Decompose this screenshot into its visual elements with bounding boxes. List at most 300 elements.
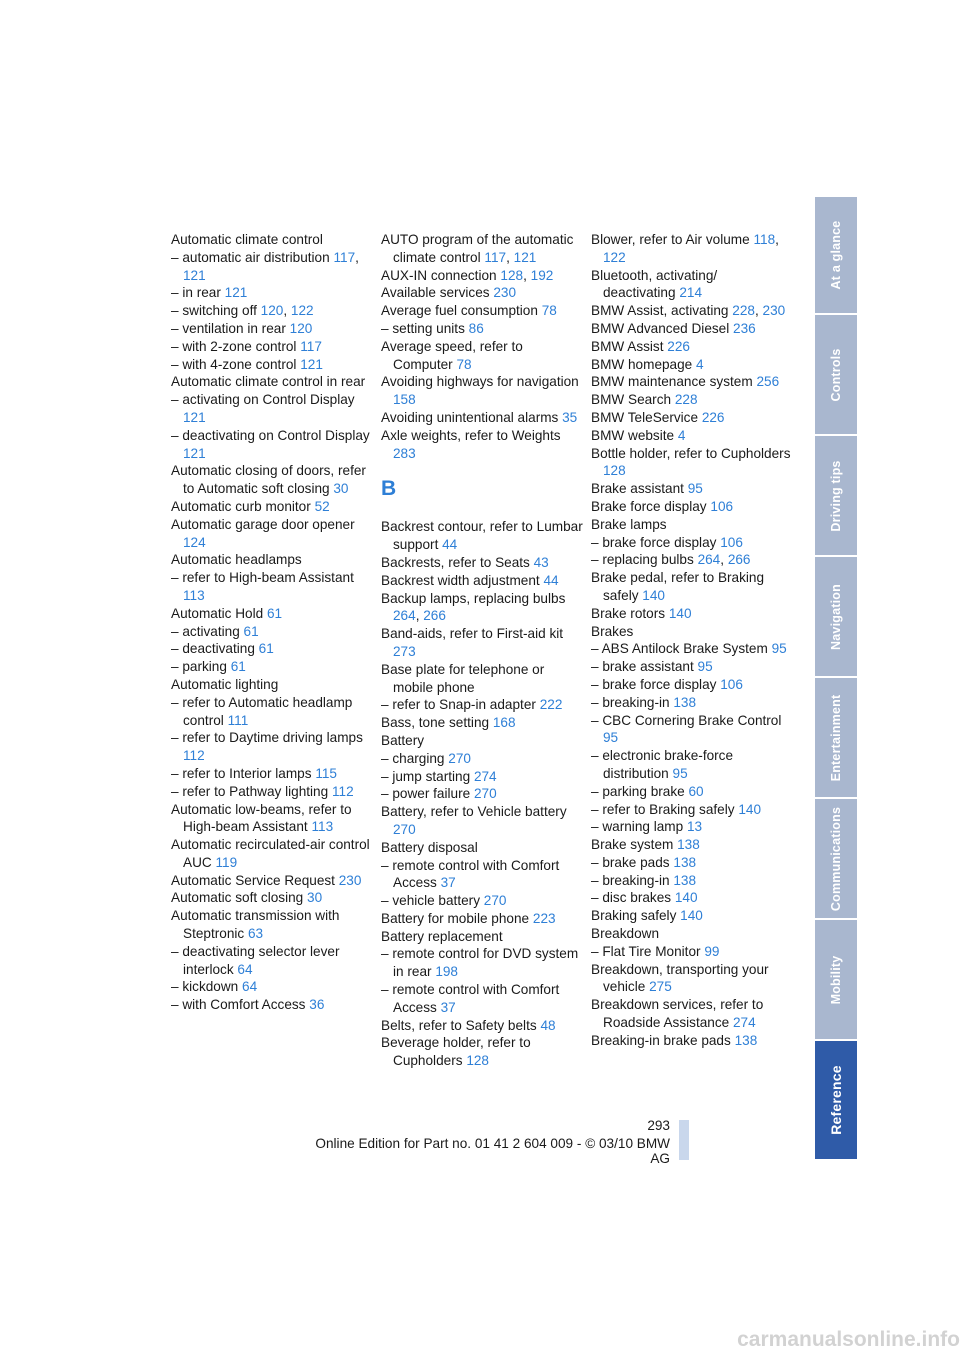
- page-reference-link[interactable]: 264: [697, 552, 721, 568]
- index-entry: [171, 943, 376, 979]
- index-entry-text: – deactivating selector lever interlock: [171, 943, 340, 977]
- section-tab-communications[interactable]: [815, 799, 857, 918]
- index-entry: [171, 427, 376, 463]
- index-entry-text: AUTO program of the automatic climate control: [381, 232, 574, 265]
- index-entry: [381, 857, 586, 893]
- index-entry-text: – refer to Snap-in adapter: [381, 697, 536, 713]
- footer-edition-text: Online Edition for Part no. 01 41 2 604 009 - © 03/10 BMW AG: [315, 1136, 670, 1166]
- index-entry: [591, 818, 791, 836]
- index-column-3: [591, 231, 791, 1050]
- index-entry-text: Breakdown services, refer to Roadside Assistance: [591, 997, 764, 1031]
- section-tab-label: Controls: [829, 348, 843, 401]
- index-entry: [591, 498, 791, 516]
- index-entry: [591, 640, 791, 658]
- index-entry: [381, 785, 586, 803]
- page-reference-link[interactable]: 95: [687, 481, 703, 497]
- index-entry-text: Automatic soft closing: [171, 890, 304, 906]
- index-entry-text: Avoiding unintentional alarms: [381, 409, 559, 425]
- page-reference-link[interactable]: 121: [183, 409, 206, 425]
- index-entry: [381, 409, 586, 427]
- page-reference-link[interactable]: 44: [442, 537, 458, 553]
- index-entry-text: – vehicle battery: [381, 893, 480, 909]
- index-entry-text: Backrest width adjustment: [381, 572, 540, 588]
- page-reference-link[interactable]: 119: [215, 854, 238, 870]
- index-entry: Blower, refer to Air volume 118, 122: [591, 232, 779, 265]
- index-entry: Backup lamps, replacing bulbs 264, 266: [381, 590, 566, 624]
- index-entry-text: Avoiding highways for navigation: [381, 374, 579, 390]
- watermark: carmanualsonline.info: [737, 1328, 960, 1351]
- page-reference-link[interactable]: 122: [290, 303, 314, 319]
- page-reference-link[interactable]: 168: [492, 715, 516, 731]
- page-reference-link[interactable]: 117: [484, 249, 507, 265]
- index-entry: [381, 696, 586, 714]
- page-reference-link[interactable]: 121: [183, 445, 206, 461]
- index-entry: [171, 569, 376, 605]
- index-entry-text: Available services: [381, 285, 490, 301]
- page-reference-link[interactable]: 95: [771, 641, 787, 657]
- index-entry: [171, 551, 376, 569]
- index-entry: [381, 302, 586, 320]
- index-entry: [591, 427, 791, 445]
- index-entry: [381, 928, 586, 946]
- page-reference-link[interactable]: 113: [183, 587, 205, 603]
- index-entry-text: Base plate for telephone or mobile phone: [381, 661, 545, 695]
- index-entry: [171, 676, 376, 694]
- section-tab-label: Mobility: [829, 955, 843, 1004]
- index-entry-text: Breakdown: [591, 926, 660, 942]
- section-tab-at-a-glance[interactable]: [815, 197, 857, 313]
- index-entry-text: Automatic closing of doors, refer to Automatic soft closing: [171, 463, 366, 497]
- page-reference-link[interactable]: 138: [673, 872, 697, 888]
- index-entry: [381, 839, 586, 857]
- index-entry-text: – refer to Daytime driving lamps: [171, 730, 363, 746]
- page-reference-link[interactable]: 44: [543, 572, 559, 588]
- index-entry-text: – CBC Cornering Brake Control: [591, 712, 782, 728]
- page-reference-link[interactable]: 86: [468, 320, 484, 336]
- index-entry: [591, 925, 791, 943]
- page-reference-link[interactable]: 117: [333, 249, 356, 265]
- index-entry-text: Band-aids, refer to First-aid kit: [381, 626, 564, 642]
- index-entry-text: Brakes: [591, 623, 634, 639]
- index-entry: [171, 872, 376, 890]
- page-reference-link[interactable]: 61: [243, 623, 259, 639]
- index-entry-text: – parking brake: [591, 783, 685, 799]
- index-entry: [591, 338, 791, 356]
- page-reference-link[interactable]: 122: [603, 249, 626, 265]
- index-entry-text: – with Comfort Access: [171, 997, 306, 1013]
- index-entry-text: – parking: [171, 659, 227, 675]
- page-reference-link[interactable]: 4: [696, 356, 704, 372]
- index-entry-text: – disc brakes: [591, 890, 672, 906]
- index-entry-text: Automatic transmission with Steptronic: [171, 908, 340, 942]
- index-entry: [171, 605, 376, 623]
- page-reference-link[interactable]: 266: [727, 552, 751, 568]
- index-entry-text: – refer to High-beam Assistant: [171, 570, 354, 586]
- page-reference-link[interactable]: 61: [266, 605, 283, 621]
- index-entry: [381, 732, 586, 750]
- page-reference-link[interactable]: 112: [183, 748, 205, 764]
- index-entry-text: Axle weights, refer to Weights: [381, 427, 561, 443]
- index-entry: [171, 516, 376, 552]
- page-reference-link[interactable]: 60: [688, 783, 704, 799]
- index-entry: [381, 661, 586, 697]
- index-entry-text: Automatic lighting: [171, 676, 279, 692]
- page-reference-link[interactable]: 270: [473, 786, 497, 802]
- index-entry-text: Battery: [381, 732, 425, 748]
- page-reference-link[interactable]: 140: [674, 890, 698, 906]
- index-entry-text: Automatic Hold: [171, 605, 264, 621]
- page-reference-link[interactable]: 230: [762, 303, 786, 319]
- page-reference-link[interactable]: 138: [677, 837, 700, 853]
- page-reference-link[interactable]: 36: [309, 997, 325, 1013]
- index-entry-text: – replacing bulbs: [591, 552, 694, 568]
- index-entry-text: Battery, refer to Vehicle battery: [381, 804, 567, 820]
- index-entry-text: – deactivating on Control Display: [171, 427, 370, 443]
- index-entry: [381, 320, 586, 338]
- index-entry-text: Automatic garage door opener: [171, 516, 355, 532]
- page-reference-link[interactable]: 230: [338, 872, 362, 888]
- index-entry: [591, 996, 791, 1032]
- index-entry-text: Brake pedal, refer to Braking safely: [591, 570, 765, 603]
- index-entry: [381, 427, 586, 463]
- page-reference-link[interactable]: 61: [258, 641, 274, 657]
- section-tab-mobility[interactable]: [815, 920, 857, 1039]
- section-tab-entertainment[interactable]: [815, 678, 857, 797]
- index-entry-text: Backup lamps, replacing bulbs: [381, 590, 566, 606]
- page-reference-link[interactable]: 226: [701, 409, 725, 425]
- page-reference-link[interactable]: 121: [513, 249, 537, 265]
- index-entry-text: BMW TeleService: [591, 409, 699, 425]
- page-reference-link[interactable]: 198: [435, 964, 458, 980]
- page-reference-link[interactable]: 230: [493, 285, 517, 301]
- index-entry: [171, 996, 376, 1014]
- page-reference-link[interactable]: 192: [530, 267, 554, 283]
- index-entry: [591, 356, 791, 374]
- section-tab-controls[interactable]: [815, 315, 857, 434]
- index-entry: [171, 729, 376, 765]
- index-entry: [171, 836, 376, 872]
- index-entry: [171, 356, 376, 374]
- page-reference-link[interactable]: 64: [237, 961, 253, 977]
- index-entry: [171, 462, 376, 498]
- page-reference-link[interactable]: 138: [673, 854, 697, 870]
- section-tab-label: Entertainment: [829, 694, 843, 781]
- section-tab-label: Reference: [828, 1065, 844, 1135]
- index-entry-text: Backrest contour, refer to Lumbar support: [381, 519, 583, 553]
- index-entry-text: BMW Assist, activating: [591, 303, 729, 319]
- index-column-1: [171, 231, 376, 1014]
- index-entry-text: – jump starting: [381, 768, 471, 784]
- index-entry-text: Belts, refer to Safety belts: [381, 1017, 537, 1033]
- page-reference-link[interactable]: 30: [333, 481, 349, 497]
- index-entry-text: Automatic Service Request: [171, 872, 335, 888]
- index-entry: [381, 1034, 586, 1070]
- page-reference-link[interactable]: 121: [224, 285, 248, 301]
- index-entry-text: – remote control for DVD system in rear: [381, 946, 579, 980]
- index-entry: [171, 978, 376, 996]
- page-reference-link[interactable]: 275: [649, 979, 672, 995]
- index-entry-text: Automatic headlamps: [171, 552, 302, 568]
- index-entry-text: – remote control with Comfort Access: [381, 982, 560, 1015]
- index-entry-text: BMW Advanced Diesel: [591, 320, 730, 336]
- index-entry-text: Average fuel consumption: [381, 303, 538, 319]
- page-reference-link[interactable]: 115: [315, 765, 337, 781]
- index-entry: [381, 572, 586, 590]
- page-reference-link[interactable]: 37: [440, 999, 456, 1015]
- page-reference-link[interactable]: 120: [289, 320, 313, 336]
- index-entry: [171, 284, 376, 302]
- index-entry-text: – with 2-zone control: [171, 338, 297, 354]
- index-entry: [591, 516, 791, 534]
- index-entry: AUX-IN connection 128, 192: [381, 267, 554, 283]
- page-reference-link[interactable]: 4: [677, 427, 686, 443]
- index-entry: [171, 783, 376, 801]
- page-reference-link[interactable]: 35: [562, 409, 578, 425]
- index-entry: [591, 872, 791, 890]
- index-entry-text: – setting units: [381, 320, 465, 336]
- page-reference-link[interactable]: 270: [483, 893, 507, 909]
- index-entry-text: – refer to Interior lamps: [171, 765, 312, 781]
- index-entry: [381, 768, 586, 786]
- footer-accent-bar: [679, 1120, 689, 1160]
- index-entry: BMW Assist, activating 228, 230: [591, 303, 786, 319]
- index-entry: [591, 320, 791, 338]
- index-entry-text: – electronic brake-force distribution: [591, 748, 734, 781]
- index-entry-text: Bass, tone setting: [381, 715, 490, 731]
- page-reference-link[interactable]: 140: [668, 605, 692, 621]
- index-entry: [381, 981, 586, 1017]
- index-entry: [591, 943, 791, 961]
- index-entry-text: – brake assistant: [591, 659, 694, 675]
- page-reference-link[interactable]: 64: [242, 979, 258, 995]
- index-entry-text: BMW maintenance system: [591, 374, 753, 390]
- index-entry-text: Automatic curb monitor: [171, 498, 311, 514]
- page-reference-link[interactable]: 30: [307, 890, 323, 906]
- page-reference-link[interactable]: 128: [500, 267, 524, 283]
- page-reference-link[interactable]: 138: [673, 694, 697, 710]
- index-entry-text: – refer to Braking safely: [591, 801, 735, 817]
- page-reference-link[interactable]: 264: [393, 608, 416, 624]
- page-reference-link[interactable]: 274: [473, 768, 497, 784]
- index-entry: [171, 658, 376, 676]
- index-entry-text: – refer to Pathway lighting: [171, 783, 329, 799]
- index-entry: [381, 945, 586, 981]
- page-reference-link[interactable]: 37: [440, 875, 456, 891]
- index-entry-text: Battery disposal: [381, 839, 478, 855]
- index-entry-text: Blower, refer to Air volume: [591, 232, 750, 247]
- index-entry: [381, 373, 586, 409]
- index-entry: [171, 765, 376, 783]
- page-reference-link[interactable]: 223: [532, 910, 556, 926]
- index-entry: – automatic air distribution 117, 121: [171, 249, 359, 283]
- section-tabs: [815, 197, 857, 1161]
- section-tab-label: Communications: [829, 806, 843, 911]
- index-entry: [591, 712, 791, 748]
- page-reference-link[interactable]: 78: [456, 356, 472, 372]
- index-entry: [591, 480, 791, 498]
- page-reference-link[interactable]: 266: [423, 608, 446, 624]
- index-entry: [591, 801, 791, 819]
- index-entry-text: Bottle holder, refer to Cupholders: [591, 445, 791, 461]
- page-reference-link[interactable]: 99: [704, 943, 720, 959]
- page-reference-link[interactable]: 128: [466, 1053, 489, 1069]
- page-reference-link[interactable]: 78: [541, 303, 557, 319]
- page-reference-link[interactable]: 112: [331, 783, 354, 799]
- index-entry-text: – power failure: [381, 786, 471, 802]
- index-entry-text: Brake lamps: [591, 516, 667, 532]
- index-entry-text: – breaking-in: [591, 872, 670, 888]
- index-entry: [591, 623, 791, 641]
- page-reference-link[interactable]: 273: [393, 643, 416, 659]
- index-entry-text: Braking safely: [591, 908, 677, 924]
- page-number: 293: [647, 1118, 670, 1133]
- index-entry-text: Automatic recirculated-air control AUC: [171, 837, 370, 870]
- section-tab-driving-tips[interactable]: [815, 436, 857, 555]
- index-entry: [381, 518, 586, 554]
- index-entry: [171, 373, 376, 391]
- index-entry: [591, 445, 791, 481]
- index-entry: – switching off 120, 122: [171, 303, 314, 319]
- index-entry-text: BMW Assist: [591, 338, 664, 354]
- page-reference-link[interactable]: 128: [603, 463, 626, 479]
- page-reference-link[interactable]: 118: [753, 232, 776, 247]
- page-reference-link[interactable]: 214: [679, 285, 703, 301]
- index-entry: [591, 676, 791, 694]
- index-entry-text: – activating: [171, 623, 240, 639]
- index-entry: [381, 803, 586, 839]
- index-entry: [171, 801, 376, 837]
- index-entry-text: Backrests, refer to Seats: [381, 554, 530, 570]
- index-entry: AUTO program of the automatic climate control 117, 121: [381, 232, 574, 265]
- index-entry: [171, 889, 376, 907]
- section-tab-label: Driving tips: [829, 459, 843, 532]
- index-entry: [591, 747, 791, 783]
- index-entry: [171, 498, 376, 516]
- index-entry-text: – brake force display: [591, 676, 717, 692]
- index-entry: [381, 625, 586, 661]
- page-reference-link[interactable]: 256: [756, 374, 780, 390]
- page-reference-link[interactable]: 140: [642, 587, 665, 603]
- page-reference-link[interactable]: 138: [734, 1032, 758, 1048]
- page-reference-link[interactable]: 61: [230, 659, 246, 675]
- index-entry: [591, 534, 791, 552]
- page-reference-link[interactable]: 274: [732, 1015, 756, 1031]
- page-reference-link[interactable]: 270: [448, 750, 471, 766]
- index-entry: [381, 910, 586, 928]
- index-entry: [171, 640, 376, 658]
- index-entry: [381, 338, 586, 374]
- page-reference-link[interactable]: 106: [720, 534, 743, 550]
- index-entry: [591, 658, 791, 676]
- page-reference-link[interactable]: 140: [680, 908, 703, 924]
- index-letter-heading: B: [381, 477, 397, 501]
- section-tab-label: Navigation: [829, 583, 843, 650]
- page-reference-link[interactable]: 228: [732, 303, 755, 319]
- page-reference-link[interactable]: 228: [674, 392, 698, 408]
- index-entry: [591, 783, 791, 801]
- section-tab-navigation[interactable]: [815, 557, 857, 676]
- index-entry: [381, 1017, 586, 1035]
- page-reference-link[interactable]: 158: [393, 392, 416, 408]
- index-entry-text: Breaking-in brake pads: [591, 1032, 731, 1048]
- index-entry: [591, 836, 791, 854]
- page-reference-link[interactable]: 52: [314, 498, 330, 514]
- index-entry-text: Average speed, refer to Computer: [381, 338, 523, 372]
- index-entry-text: Bluetooth, activating/ deactivating: [591, 267, 718, 301]
- page-reference-link[interactable]: 95: [672, 765, 688, 781]
- page-reference-link[interactable]: 111: [227, 712, 249, 728]
- index-entry-text: Automatic low-beams, refer to High-beam Assistant: [171, 801, 352, 835]
- index-entry-text: Brake force display: [591, 498, 707, 514]
- index-entry-text: Battery replacement: [381, 928, 503, 944]
- index-entry: [381, 284, 586, 302]
- index-entry: [591, 391, 791, 409]
- index-entry-text: BMW Search: [591, 392, 672, 408]
- page-reference-link[interactable]: 121: [183, 267, 206, 283]
- index-entry: [381, 714, 586, 732]
- page-reference-link[interactable]: 120: [260, 303, 284, 319]
- index-entry-text: AUX-IN connection: [381, 267, 497, 283]
- index-column-2: [381, 231, 586, 1070]
- page-reference-link[interactable]: 222: [539, 697, 563, 713]
- index-entry: – replacing bulbs 264, 266: [591, 552, 751, 568]
- index-entry: [591, 961, 791, 997]
- index-entry: [381, 750, 586, 768]
- page-reference-link[interactable]: 113: [311, 819, 334, 835]
- index-entry-text: Automatic climate control in rear: [171, 374, 366, 390]
- section-tab-reference[interactable]: [815, 1041, 857, 1159]
- index-entry-text: Brake system: [591, 837, 674, 853]
- index-entry: [381, 554, 586, 572]
- page-reference-link[interactable]: 117: [300, 338, 322, 354]
- page-reference-link[interactable]: 124: [183, 534, 206, 550]
- index-entry: [381, 892, 586, 910]
- index-entry-text: – breaking-in: [591, 694, 670, 710]
- index-entry-text: – automatic air distribution: [171, 249, 330, 265]
- index-entry: [591, 569, 791, 605]
- page-reference-link[interactable]: 106: [710, 498, 734, 514]
- index-entry-text: Beverage holder, refer to Cupholders: [381, 1035, 531, 1069]
- index-entry: [591, 694, 791, 712]
- page-reference-link[interactable]: 95: [697, 659, 713, 675]
- page-reference-link[interactable]: 270: [393, 821, 416, 837]
- page-reference-link[interactable]: 13: [686, 819, 703, 835]
- page-reference-link[interactable]: 121: [300, 356, 323, 372]
- page-reference-link[interactable]: 43: [533, 554, 549, 570]
- index-entry: [171, 907, 376, 943]
- page-reference-link[interactable]: 63: [248, 926, 264, 942]
- index-entry: [171, 623, 376, 641]
- page-reference-link[interactable]: 95: [603, 730, 619, 746]
- page-reference-link[interactable]: 236: [733, 320, 756, 336]
- index-entry-text: – brake force display: [591, 534, 717, 550]
- page-reference-link[interactable]: 106: [720, 676, 743, 692]
- index-entry: [591, 409, 791, 427]
- page-reference-link[interactable]: 226: [667, 338, 690, 354]
- index-entry-text: – switching off: [171, 303, 257, 319]
- index-entry: [591, 1032, 791, 1050]
- index-entry-text: Battery for mobile phone: [381, 910, 530, 926]
- index-entry-text: – remote control with Comfort Access: [381, 857, 560, 891]
- index-entry-text: – Flat Tire Monitor: [591, 943, 701, 959]
- index-entry: [171, 694, 376, 730]
- page-reference-link[interactable]: 48: [540, 1017, 556, 1033]
- page-reference-link[interactable]: 140: [738, 801, 762, 817]
- page-reference-link[interactable]: 283: [393, 445, 416, 461]
- index-entry-text: Brake assistant: [591, 481, 684, 497]
- index-entry-text: BMW homepage: [591, 356, 693, 372]
- index-entry: [171, 320, 376, 338]
